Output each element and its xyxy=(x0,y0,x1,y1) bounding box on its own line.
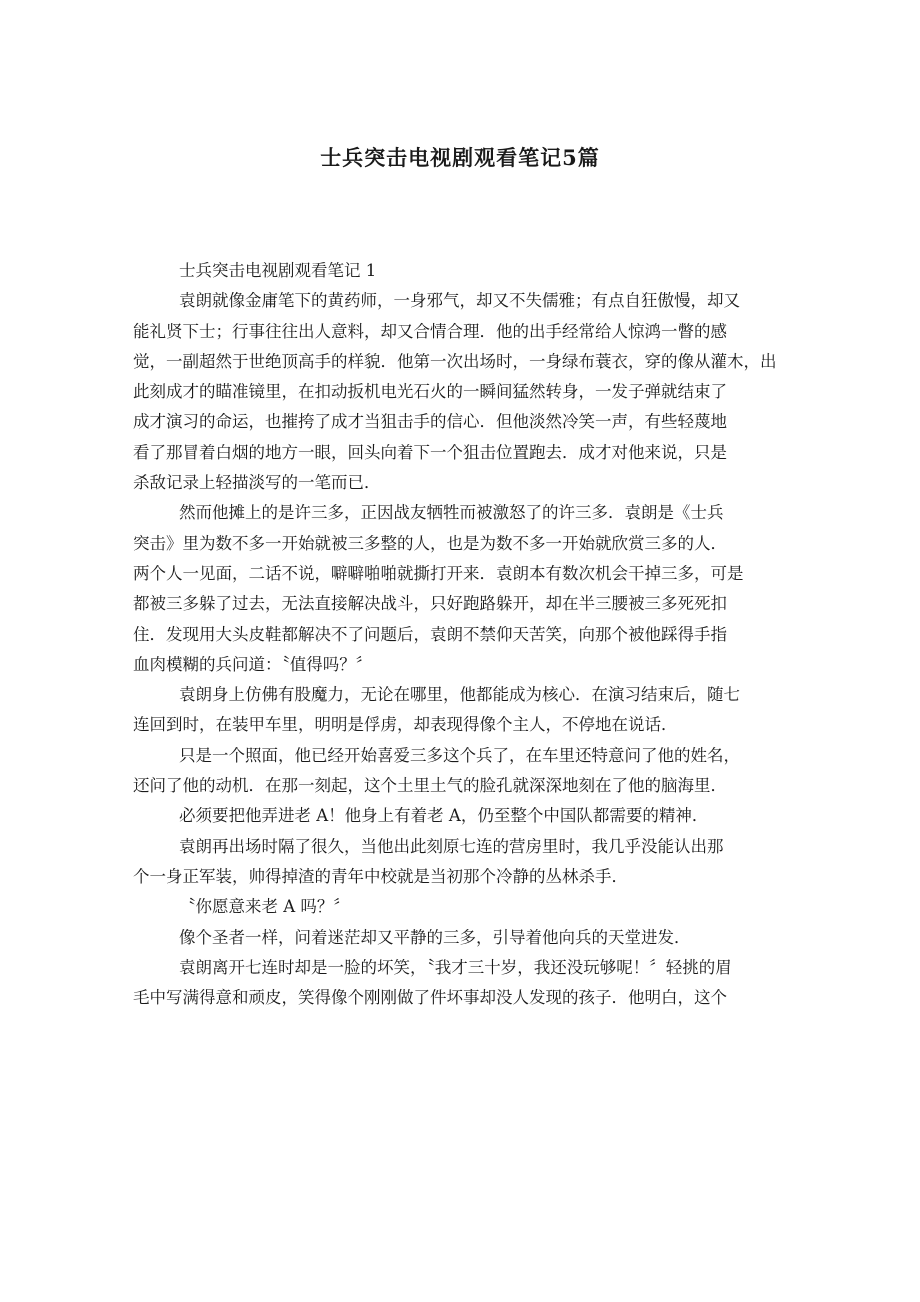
text-line: 住．发现用大头皮鞋都解决不了问题后，袁朗不禁仰天苦笑，向那个被他踩得手指 xyxy=(133,624,727,644)
text-line: 觉，一副超然于世绝顶高手的样貌．他第一次出场时，一身绿布蓑衣，穿的像从灌木，出 xyxy=(133,351,777,371)
text-line: 毛中写满得意和顽皮，笑得像个刚刚做了件坏事却没人发现的孩子．他明白，这个 xyxy=(133,988,727,1008)
text-line: 连回到时，在装甲车里，明明是俘虏，却表现得像个主人，不停地在说话． xyxy=(133,715,678,735)
text-line: 然而他摊上的是许三多，正因战友牺牲而被激怒了的许三多．袁朗是《士兵 xyxy=(179,503,724,523)
text-line: 个一身正军装，帅得掉渣的青年中校就是当初那个冷静的丛林杀手． xyxy=(133,866,628,886)
text-line: 袁朗身上仿佛有股魔力，无论在哪里，他都能成为核心．在演习结束后，随七 xyxy=(179,685,740,705)
text-line: 突击》里为数不多一开始就被三多整的人，也是为数不多一开始就欣赏三多的人． xyxy=(133,533,727,553)
text-line: 袁朗离开七连时却是一脸的坏笑，〝我才三十岁，我还没玩够呢！〞轻挑的眉 xyxy=(179,957,732,977)
text-line: 血肉模糊的兵问道：〝值得吗？〞 xyxy=(133,654,373,674)
text-line: 都被三多躲了过去，无法直接解决战斗，只好跑路躲开，却在半三腰被三多死死扣 xyxy=(133,594,727,614)
text-line: 能礼贤下士；行事往往出人意料，却又合情合理．他的出手经常给人惊鸿一瞥的感 xyxy=(133,321,727,341)
text-line: 杀敌记录上轻描淡写的一笔而已． xyxy=(133,473,381,493)
text-line: 袁朗就像金庸笔下的黄药师，一身邪气，却又不失儒雅；有点自狂傲慢，却又 xyxy=(179,291,740,311)
document-body xyxy=(133,256,815,1013)
document-title: 士兵突击电视剧观看笔记5篇 xyxy=(320,145,600,170)
text-line: 成才演习的命运，也摧挎了成才当狙击手的信心．但他淡然冷笑一声，有些轻蔑地 xyxy=(133,412,727,432)
text-line: 必须要把他弄进老 A！他身上有着老 A，仍至整个中国队都需要的精神． xyxy=(179,806,709,826)
text-line: 只是一个照面，他已经开始喜爱三多这个兵了，在车里还特意问了他的姓名， xyxy=(179,745,740,765)
text-line: 像个圣者一样，问着迷茫却又平静的三多，引导着他向兵的天堂进发． xyxy=(179,927,691,947)
section-heading: 士兵突击电视剧观看笔记 1 xyxy=(179,261,377,280)
text-line: 袁朗再出场时隔了很久，当他出此刻原七连的营房里时，我几乎没能认出那 xyxy=(179,836,724,856)
text-line: 看了那冒着白烟的地方一眼，回头向着下一个狙击位置跑去．成才对他来说，只是 xyxy=(133,442,727,462)
text-line: 两个人一见面，二话不说，噼噼啪啪就撕打开来．袁朗本有数次机会干掉三多，可是 xyxy=(133,563,744,583)
text-line: 还问了他的动机．在那一刻起，这个土里土气的脸孔就深深地刻在了他的脑海里． xyxy=(133,776,727,796)
text-line: 此刻成才的瞄准镜里，在扣动扳机电光石火的一瞬间猛然转身，一发子弹就结束了 xyxy=(133,382,727,402)
text-line: 〝你愿意来老 A 吗？〞 xyxy=(179,897,350,917)
